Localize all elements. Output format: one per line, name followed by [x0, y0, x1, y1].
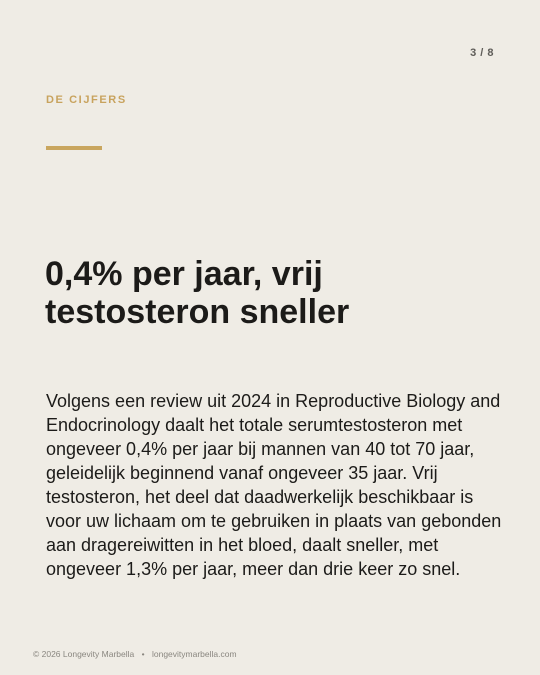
headline: 0,4% per jaar, vrij testosteron sneller [45, 255, 350, 331]
section-label: DE CIJFERS [46, 94, 127, 106]
footer-separator: • [141, 649, 145, 659]
accent-divider [46, 146, 102, 150]
footer [33, 649, 237, 659]
footer-copyright: © 2026 Longevity Marbella [33, 649, 135, 659]
body-paragraph: Volgens een review uit 2024 in Reproductive Biology and Endocrinology daalt het totale serumtestosteron met ongeveer 0,4% per jaar bij mannen van 40 tot 70 jaar, geleidelijk beginnend vanaf ongeveer 35 jaar. Vrij testosteron, het deel dat daadwerkelijk beschikbaar is voor uw lichaam om te gebruiken in plaats van gebonden aan dragereiwitten in het bloed, daalt sneller, met ongeveer 1,3% per jaar, meer dan drie keer zo snel. [46, 391, 502, 579]
page-counter: 3 / 8 [470, 47, 494, 59]
footer-website-link[interactable]: longevitymarbella.com [151, 649, 237, 659]
